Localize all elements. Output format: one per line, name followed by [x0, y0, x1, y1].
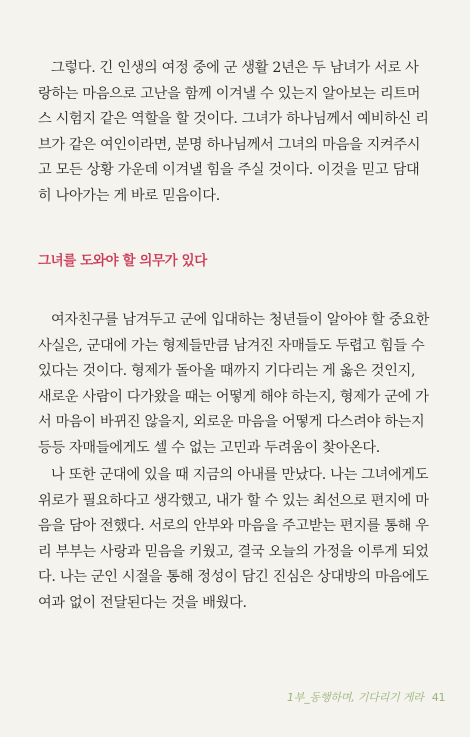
section-subheading: 그녀를 도와야 할 의무가 있다: [38, 253, 207, 269]
paragraph-1: [38, 56, 438, 210]
text-line: 그렇다. 긴 인생의 여정 중에 군 생활 2년은 두 남녀가 서로 사: [51, 60, 419, 76]
text-line: 있다는 것이다. 형제가 돌아올 때까지 기다리는 게 옳은 것인지,: [38, 363, 416, 380]
text-line: 새로운 사람이 다가왔을 때는 어떻게 해야 하는지, 형제가 군에 가: [38, 388, 429, 405]
text-line: 서 마음이 바뀌진 않을지, 외로운 마음을 어떻게 다스려야 하는지: [38, 414, 425, 431]
text-line: 스 시험지 같은 역할을 할 것이다. 그녀가 하나님께서 예비하신 리: [38, 111, 429, 128]
text-line: 위로가 필요하다고 생각했고, 내가 할 수 있는 최선으로 편지에 마: [38, 492, 429, 509]
text-line: 고 모든 상황 가운데 이겨낼 힘을 주실 것이다. 이것을 믿고 담대: [38, 162, 420, 179]
text-line: 등등 자매들에게도 셀 수 없는 고민과 두려움이 찾아온다.: [38, 439, 380, 456]
page-number: 41: [431, 691, 446, 704]
text-line: 랑하는 마음으로 고난을 함께 이겨낼 수 있는지 알아보는 리트머: [38, 85, 421, 102]
paragraph-2: [38, 308, 438, 462]
text-line: 음을 담아 전했다. 서로의 안부와 마음을 주고받는 편지를 통해 우: [38, 518, 429, 535]
text-line: 나 또한 군대에 있을 때 지금의 아내를 만났다. 나는 그녀에게도: [51, 467, 429, 483]
text-line: 다. 나는 군인 시절을 통해 정성이 담긴 진심은 상대방의 마음에도: [38, 569, 429, 586]
text-line: 리 부부는 사랑과 믿음을 키웠고, 결국 오늘의 가정을 이루게 되었: [38, 543, 429, 560]
text-line: 사실은, 군대에 가는 형제들만큼 남겨진 자매들도 두렵고 힘들 수: [38, 337, 425, 354]
text-line: 히 나아가는 게 바로 믿음이다.: [38, 187, 220, 204]
text-line: 여자친구를 남겨두고 군에 입대하는 청년들이 알아야 할 중요한: [51, 312, 430, 328]
chapter-title: 1부_동행하며, 기다리기 게라: [287, 691, 424, 704]
paragraph-3: [38, 463, 438, 617]
text-line: 여과 없이 전달된다는 것을 배웠다.: [38, 594, 247, 611]
page-footer: [287, 689, 445, 705]
text-line: 브가 같은 여인이라면, 분명 하나님께서 그녀의 마음을 지켜주시: [38, 136, 421, 153]
